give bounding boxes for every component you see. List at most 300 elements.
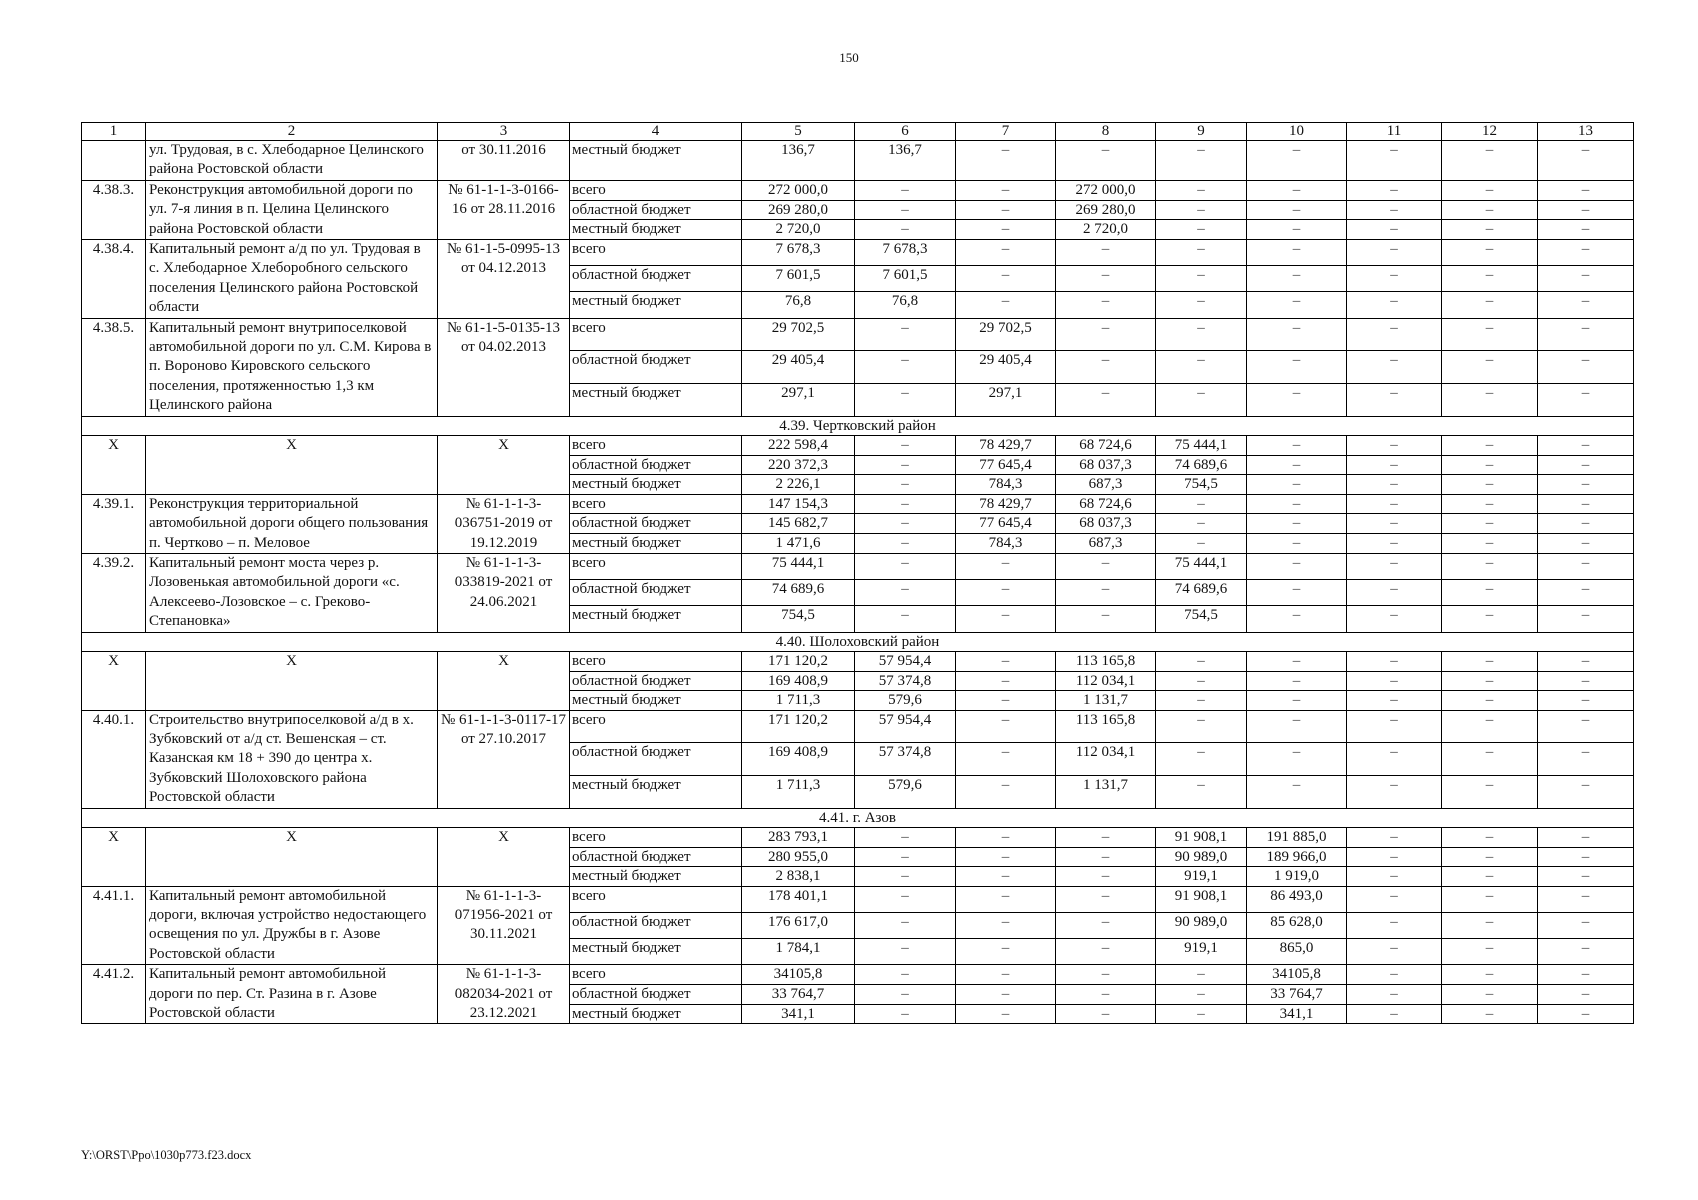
amount-cell: – — [1156, 351, 1247, 384]
funding-source: всего — [570, 886, 742, 912]
amount-cell: – — [1247, 580, 1347, 606]
column-number-row — [82, 123, 1634, 141]
amount-cell: 222 598,4 — [742, 436, 855, 456]
funding-source: всего — [570, 652, 742, 672]
amount-cell: – — [1156, 965, 1247, 985]
amount-cell: 57 374,8 — [855, 743, 956, 776]
amount-cell: – — [855, 534, 956, 554]
amount-cell: – — [1156, 691, 1247, 711]
amount-cell: 341,1 — [1247, 1004, 1347, 1024]
amount-cell: – — [1442, 553, 1538, 579]
amount-cell: 1 131,7 — [1056, 775, 1156, 808]
amount-cell: – — [956, 775, 1056, 808]
amount-cell: – — [1538, 384, 1634, 417]
item-number: 4.38.4. — [82, 240, 146, 319]
amount-cell: 78 429,7 — [956, 436, 1056, 456]
amount-cell: 2 720,0 — [1056, 220, 1156, 240]
amount-cell: – — [1538, 475, 1634, 495]
amount-cell: – — [1442, 886, 1538, 912]
amount-cell: – — [1538, 1004, 1634, 1024]
total-row — [82, 828, 1634, 848]
amount-cell: – — [956, 141, 1056, 181]
amount-cell: – — [1538, 775, 1634, 808]
amount-cell: – — [1538, 984, 1634, 1004]
amount-cell: – — [1538, 671, 1634, 691]
section-title: 4.40. Шолоховский район — [82, 632, 1634, 652]
amount-cell: – — [956, 200, 1056, 220]
amount-cell: – — [1347, 984, 1442, 1004]
amount-cell: – — [1156, 240, 1247, 266]
item-number: Х — [82, 652, 146, 711]
amount-cell: 75 444,1 — [1156, 553, 1247, 579]
amount-cell: 75 444,1 — [1156, 436, 1247, 456]
amount-cell: 865,0 — [1247, 938, 1347, 964]
amount-cell: – — [1056, 266, 1156, 292]
amount-cell: – — [1347, 436, 1442, 456]
amount-cell: – — [1442, 351, 1538, 384]
amount-cell: – — [956, 292, 1056, 318]
amount-cell: – — [1442, 965, 1538, 985]
amount-cell: – — [1442, 691, 1538, 711]
amount-cell: – — [1156, 652, 1247, 672]
expertise-document: Х — [438, 652, 570, 711]
amount-cell: – — [1538, 886, 1634, 912]
amount-cell: 191 885,0 — [1247, 828, 1347, 848]
amount-cell: – — [1347, 455, 1442, 475]
amount-cell: – — [1347, 266, 1442, 292]
amount-cell: – — [1056, 828, 1156, 848]
amount-cell: – — [1247, 240, 1347, 266]
column-number: 3 — [438, 123, 570, 141]
amount-cell: – — [956, 867, 1056, 887]
funding-source: всего — [570, 494, 742, 514]
amount-cell: – — [956, 886, 1056, 912]
amount-cell: – — [1247, 494, 1347, 514]
section-title: 4.41. г. Азов — [82, 808, 1634, 828]
amount-cell: 90 989,0 — [1156, 912, 1247, 938]
amount-cell: 112 034,1 — [1056, 743, 1156, 776]
amount-cell: 113 165,8 — [1056, 652, 1156, 672]
amount-cell: – — [1538, 514, 1634, 534]
object-name: Капитальный ремонт а/д по ул. Трудовая в с. Хлебодарное Хлеборобного сельского поселения Целинского района Ростовской области — [146, 240, 438, 319]
amount-cell: 91 908,1 — [1156, 828, 1247, 848]
amount-cell: – — [1442, 266, 1538, 292]
item-number: 4.41.2. — [82, 965, 146, 1024]
amount-cell: 1 471,6 — [742, 534, 855, 554]
amount-cell: – — [855, 606, 956, 632]
table-row — [82, 141, 1634, 181]
amount-cell: – — [855, 1004, 956, 1024]
amount-cell: – — [855, 318, 956, 351]
amount-cell: – — [1538, 580, 1634, 606]
amount-cell: – — [1347, 938, 1442, 964]
amount-cell: – — [1156, 775, 1247, 808]
column-number: 2 — [146, 123, 438, 141]
expertise-document: Х — [438, 436, 570, 495]
amount-cell: 297,1 — [742, 384, 855, 417]
amount-cell: – — [1347, 141, 1442, 181]
amount-cell: – — [956, 710, 1056, 743]
amount-cell: – — [1156, 220, 1247, 240]
column-number: 10 — [1247, 123, 1347, 141]
amount-cell: – — [1442, 455, 1538, 475]
amount-cell: – — [1538, 220, 1634, 240]
amount-cell: – — [1347, 580, 1442, 606]
object-name: Х — [146, 652, 438, 711]
amount-cell: – — [855, 351, 956, 384]
item-number: Х — [82, 436, 146, 495]
amount-cell: – — [1347, 847, 1442, 867]
amount-cell: 269 280,0 — [1056, 200, 1156, 220]
section-header-row — [82, 416, 1634, 436]
amount-cell: – — [1156, 266, 1247, 292]
amount-cell: 113 165,8 — [1056, 710, 1156, 743]
funding-source: местный бюджет — [570, 292, 742, 318]
amount-cell: – — [855, 494, 956, 514]
amount-cell: – — [1442, 318, 1538, 351]
amount-cell: – — [1247, 455, 1347, 475]
amount-cell: – — [1247, 652, 1347, 672]
amount-cell: 283 793,1 — [742, 828, 855, 848]
item-number: 4.41.1. — [82, 886, 146, 965]
amount-cell: – — [1056, 351, 1156, 384]
amount-cell: – — [1442, 710, 1538, 743]
amount-cell: – — [1442, 514, 1538, 534]
amount-cell: – — [1056, 965, 1156, 985]
object-name: Капитальный ремонт автомобильной дороги, включая устройство недостающего освещения по ул. Дружбы в г. Азове Ростовской области — [146, 886, 438, 965]
amount-cell: – — [1347, 240, 1442, 266]
amount-cell: 136,7 — [855, 141, 956, 181]
object-name: ул. Трудовая, в с. Хлебодарное Целинского района Ростовской области — [146, 141, 438, 181]
funding-source: всего — [570, 828, 742, 848]
footer-file-path: Y:\ORST\Ppo\1030p773.f23.docx — [81, 1148, 252, 1162]
amount-cell: – — [1442, 912, 1538, 938]
amount-cell: – — [855, 965, 956, 985]
amount-cell: – — [956, 671, 1056, 691]
funding-source: областной бюджет — [570, 743, 742, 776]
amount-cell: 754,5 — [742, 606, 855, 632]
amount-cell: – — [1156, 1004, 1247, 1024]
amount-cell: – — [1538, 652, 1634, 672]
amount-cell: – — [855, 938, 956, 964]
column-number: 6 — [855, 123, 956, 141]
amount-cell: – — [1538, 606, 1634, 632]
amount-cell: 57 374,8 — [855, 671, 956, 691]
amount-cell: – — [1442, 240, 1538, 266]
amount-cell: 68 037,3 — [1056, 514, 1156, 534]
amount-cell: – — [1442, 436, 1538, 456]
funding-source: областной бюджет — [570, 580, 742, 606]
amount-cell: – — [1347, 965, 1442, 985]
amount-cell: – — [1156, 671, 1247, 691]
amount-cell: 68 724,6 — [1056, 436, 1156, 456]
amount-cell: 1 131,7 — [1056, 691, 1156, 711]
funding-source: всего — [570, 180, 742, 200]
section-title: 4.39. Чертковский район — [82, 416, 1634, 436]
amount-cell: – — [855, 847, 956, 867]
amount-cell: – — [1347, 475, 1442, 495]
amount-cell: 178 401,1 — [742, 886, 855, 912]
column-number: 13 — [1538, 123, 1634, 141]
amount-cell: 687,3 — [1056, 534, 1156, 554]
amount-cell: – — [1538, 938, 1634, 964]
amount-cell: 272 000,0 — [742, 180, 855, 200]
amount-cell: – — [956, 743, 1056, 776]
amount-cell: – — [1538, 240, 1634, 266]
amount-cell: – — [1442, 652, 1538, 672]
amount-cell: 29 405,4 — [742, 351, 855, 384]
amount-cell: 280 955,0 — [742, 847, 855, 867]
item-number: 4.39.2. — [82, 553, 146, 632]
amount-cell: – — [1156, 141, 1247, 181]
amount-cell: – — [1442, 671, 1538, 691]
funding-source: местный бюджет — [570, 1004, 742, 1024]
object-name: Капитальный ремонт автомобильной дороги по пер. Ст. Разина в г. Азове Ростовской области — [146, 965, 438, 1024]
amount-cell: – — [1347, 867, 1442, 887]
amount-cell: – — [1442, 200, 1538, 220]
amount-cell: – — [1538, 141, 1634, 181]
funding-source: областной бюджет — [570, 455, 742, 475]
expertise-document: № 61-1-1-3-071956-2021 от 30.11.2021 — [438, 886, 570, 965]
amount-cell: 7 678,3 — [742, 240, 855, 266]
amount-cell: – — [1247, 534, 1347, 554]
amount-cell: – — [1247, 141, 1347, 181]
amount-cell: – — [1247, 318, 1347, 351]
amount-cell: – — [1538, 710, 1634, 743]
financing-table — [81, 122, 1634, 1024]
amount-cell: – — [956, 1004, 1056, 1024]
amount-cell: – — [1538, 867, 1634, 887]
amount-cell: 1 711,3 — [742, 691, 855, 711]
funding-source: всего — [570, 436, 742, 456]
funding-source: областной бюджет — [570, 847, 742, 867]
amount-cell: 169 408,9 — [742, 743, 855, 776]
amount-cell: – — [1056, 984, 1156, 1004]
amount-cell: – — [956, 553, 1056, 579]
amount-cell: – — [855, 553, 956, 579]
funding-source: местный бюджет — [570, 534, 742, 554]
amount-cell: – — [1056, 141, 1156, 181]
amount-cell: 112 034,1 — [1056, 671, 1156, 691]
amount-cell: 91 908,1 — [1156, 886, 1247, 912]
amount-cell: – — [1247, 180, 1347, 200]
amount-cell: 269 280,0 — [742, 200, 855, 220]
amount-cell: 1 711,3 — [742, 775, 855, 808]
amount-cell: – — [1538, 200, 1634, 220]
funding-source: всего — [570, 965, 742, 985]
amount-cell: 34105,8 — [1247, 965, 1347, 985]
section-header-row — [82, 632, 1634, 652]
amount-cell: 7 601,5 — [742, 266, 855, 292]
section-header-row — [82, 808, 1634, 828]
amount-cell: – — [1156, 534, 1247, 554]
amount-cell: 136,7 — [742, 141, 855, 181]
funding-source: областной бюджет — [570, 200, 742, 220]
amount-cell: – — [1156, 743, 1247, 776]
amount-cell: – — [1347, 351, 1442, 384]
amount-cell: 29 702,5 — [956, 318, 1056, 351]
amount-cell: 687,3 — [1056, 475, 1156, 495]
column-number: 5 — [742, 123, 855, 141]
amount-cell: 7 678,3 — [855, 240, 956, 266]
amount-cell: 145 682,7 — [742, 514, 855, 534]
amount-cell: – — [1442, 534, 1538, 554]
amount-cell: – — [1156, 292, 1247, 318]
expertise-document: № 61-1-1-3-0117-17 от 27.10.2017 — [438, 710, 570, 808]
column-number: 4 — [570, 123, 742, 141]
amount-cell: – — [1442, 984, 1538, 1004]
funding-source: областной бюджет — [570, 514, 742, 534]
item-number — [82, 141, 146, 181]
table-row — [82, 553, 1634, 579]
amount-cell: 34105,8 — [742, 965, 855, 985]
object-name: Реконструкция территориальной автомобильной дороги общего пользования п. Чертково – п. Меловое — [146, 494, 438, 553]
amount-cell: – — [1247, 514, 1347, 534]
amount-cell: – — [1442, 1004, 1538, 1024]
funding-source: всего — [570, 240, 742, 266]
column-number: 7 — [956, 123, 1056, 141]
amount-cell: – — [1442, 828, 1538, 848]
amount-cell: – — [1347, 886, 1442, 912]
funding-source: областной бюджет — [570, 671, 742, 691]
amount-cell: 76,8 — [742, 292, 855, 318]
amount-cell: – — [1056, 938, 1156, 964]
expertise-document: № 61-1-1-3-033819-2021 от 24.06.2021 — [438, 553, 570, 632]
amount-cell: – — [956, 965, 1056, 985]
amount-cell: – — [1538, 266, 1634, 292]
amount-cell: – — [1247, 743, 1347, 776]
amount-cell: – — [1247, 384, 1347, 417]
funding-source: местный бюджет — [570, 606, 742, 632]
amount-cell: – — [1247, 436, 1347, 456]
table-row — [82, 710, 1634, 743]
amount-cell: – — [1347, 553, 1442, 579]
amount-cell: 2 720,0 — [742, 220, 855, 240]
amount-cell: – — [1538, 436, 1634, 456]
amount-cell: – — [1056, 912, 1156, 938]
amount-cell: – — [1538, 351, 1634, 384]
amount-cell: – — [1247, 220, 1347, 240]
amount-cell: – — [1347, 606, 1442, 632]
amount-cell: – — [1347, 292, 1442, 318]
amount-cell: – — [1347, 384, 1442, 417]
amount-cell: – — [1538, 965, 1634, 985]
amount-cell: – — [1538, 847, 1634, 867]
amount-cell: – — [1247, 200, 1347, 220]
amount-cell: 29 405,4 — [956, 351, 1056, 384]
table-row — [82, 886, 1634, 912]
amount-cell: – — [1247, 671, 1347, 691]
amount-cell: 90 989,0 — [1156, 847, 1247, 867]
amount-cell: – — [1156, 710, 1247, 743]
amount-cell: – — [1442, 580, 1538, 606]
amount-cell: – — [1156, 318, 1247, 351]
amount-cell: – — [1442, 220, 1538, 240]
funding-source: областной бюджет — [570, 912, 742, 938]
amount-cell: – — [1056, 318, 1156, 351]
amount-cell: – — [855, 180, 956, 200]
amount-cell: – — [1442, 775, 1538, 808]
expertise-document: № 61-1-1-3-036751-2019 от 19.12.2019 — [438, 494, 570, 553]
amount-cell: 919,1 — [1156, 938, 1247, 964]
amount-cell: – — [1056, 867, 1156, 887]
amount-cell: – — [1347, 691, 1442, 711]
amount-cell: 297,1 — [956, 384, 1056, 417]
amount-cell: – — [1442, 475, 1538, 495]
amount-cell: – — [1538, 534, 1634, 554]
amount-cell: – — [1442, 867, 1538, 887]
amount-cell: – — [1347, 534, 1442, 554]
funding-source: местный бюджет — [570, 384, 742, 417]
amount-cell: – — [855, 867, 956, 887]
table-row — [82, 180, 1634, 200]
amount-cell: – — [1247, 292, 1347, 318]
amount-cell: – — [1347, 318, 1442, 351]
amount-cell: 176 617,0 — [742, 912, 855, 938]
item-number: 4.38.5. — [82, 318, 146, 416]
amount-cell: – — [1347, 710, 1442, 743]
amount-cell: – — [855, 912, 956, 938]
expertise-document: № 61-1-5-0995-13 от 04.12.2013 — [438, 240, 570, 319]
total-row — [82, 436, 1634, 456]
amount-cell: – — [1442, 847, 1538, 867]
amount-cell: – — [1538, 455, 1634, 475]
amount-cell: – — [1247, 691, 1347, 711]
amount-cell: 1 784,1 — [742, 938, 855, 964]
column-number: 9 — [1156, 123, 1247, 141]
column-number: 11 — [1347, 123, 1442, 141]
funding-source: местный бюджет — [570, 691, 742, 711]
object-name: Х — [146, 436, 438, 495]
amount-cell: – — [1347, 743, 1442, 776]
amount-cell: – — [1442, 180, 1538, 200]
amount-cell: – — [1538, 318, 1634, 351]
amount-cell: 784,3 — [956, 534, 1056, 554]
amount-cell: – — [855, 886, 956, 912]
amount-cell: – — [1247, 475, 1347, 495]
amount-cell: – — [1156, 200, 1247, 220]
funding-source: всего — [570, 553, 742, 579]
amount-cell: 68 037,3 — [1056, 455, 1156, 475]
funding-source: местный бюджет — [570, 867, 742, 887]
funding-source: всего — [570, 710, 742, 743]
funding-source: местный бюджет — [570, 220, 742, 240]
amount-cell: – — [1538, 912, 1634, 938]
funding-source: областной бюджет — [570, 266, 742, 292]
amount-cell: – — [1442, 938, 1538, 964]
amount-cell: – — [1056, 847, 1156, 867]
amount-cell: 171 120,2 — [742, 710, 855, 743]
amount-cell: – — [1347, 514, 1442, 534]
amount-cell: 29 702,5 — [742, 318, 855, 351]
object-name: Реконструкция автомобильной дороги по ул. 7-я линия в п. Целина Целинского района Ростовской области — [146, 180, 438, 239]
table-row — [82, 318, 1634, 351]
amount-cell: 74 689,6 — [742, 580, 855, 606]
amount-cell: – — [1442, 384, 1538, 417]
amount-cell: 74 689,6 — [1156, 455, 1247, 475]
amount-cell: 77 645,4 — [956, 455, 1056, 475]
amount-cell: – — [1347, 828, 1442, 848]
object-name: Строительство внутрипоселковой а/д в х. Зубковский от а/д ст. Вешенская – ст. Казанская км 18 + 390 до центра х. Зубковский Шолоховского района Ростовской области — [146, 710, 438, 808]
amount-cell: 189 966,0 — [1247, 847, 1347, 867]
amount-cell: – — [1247, 710, 1347, 743]
table-row — [82, 494, 1634, 514]
amount-cell: – — [1538, 494, 1634, 514]
amount-cell: – — [1347, 494, 1442, 514]
amount-cell: 7 601,5 — [855, 266, 956, 292]
amount-cell: 579,6 — [855, 691, 956, 711]
amount-cell: – — [855, 475, 956, 495]
